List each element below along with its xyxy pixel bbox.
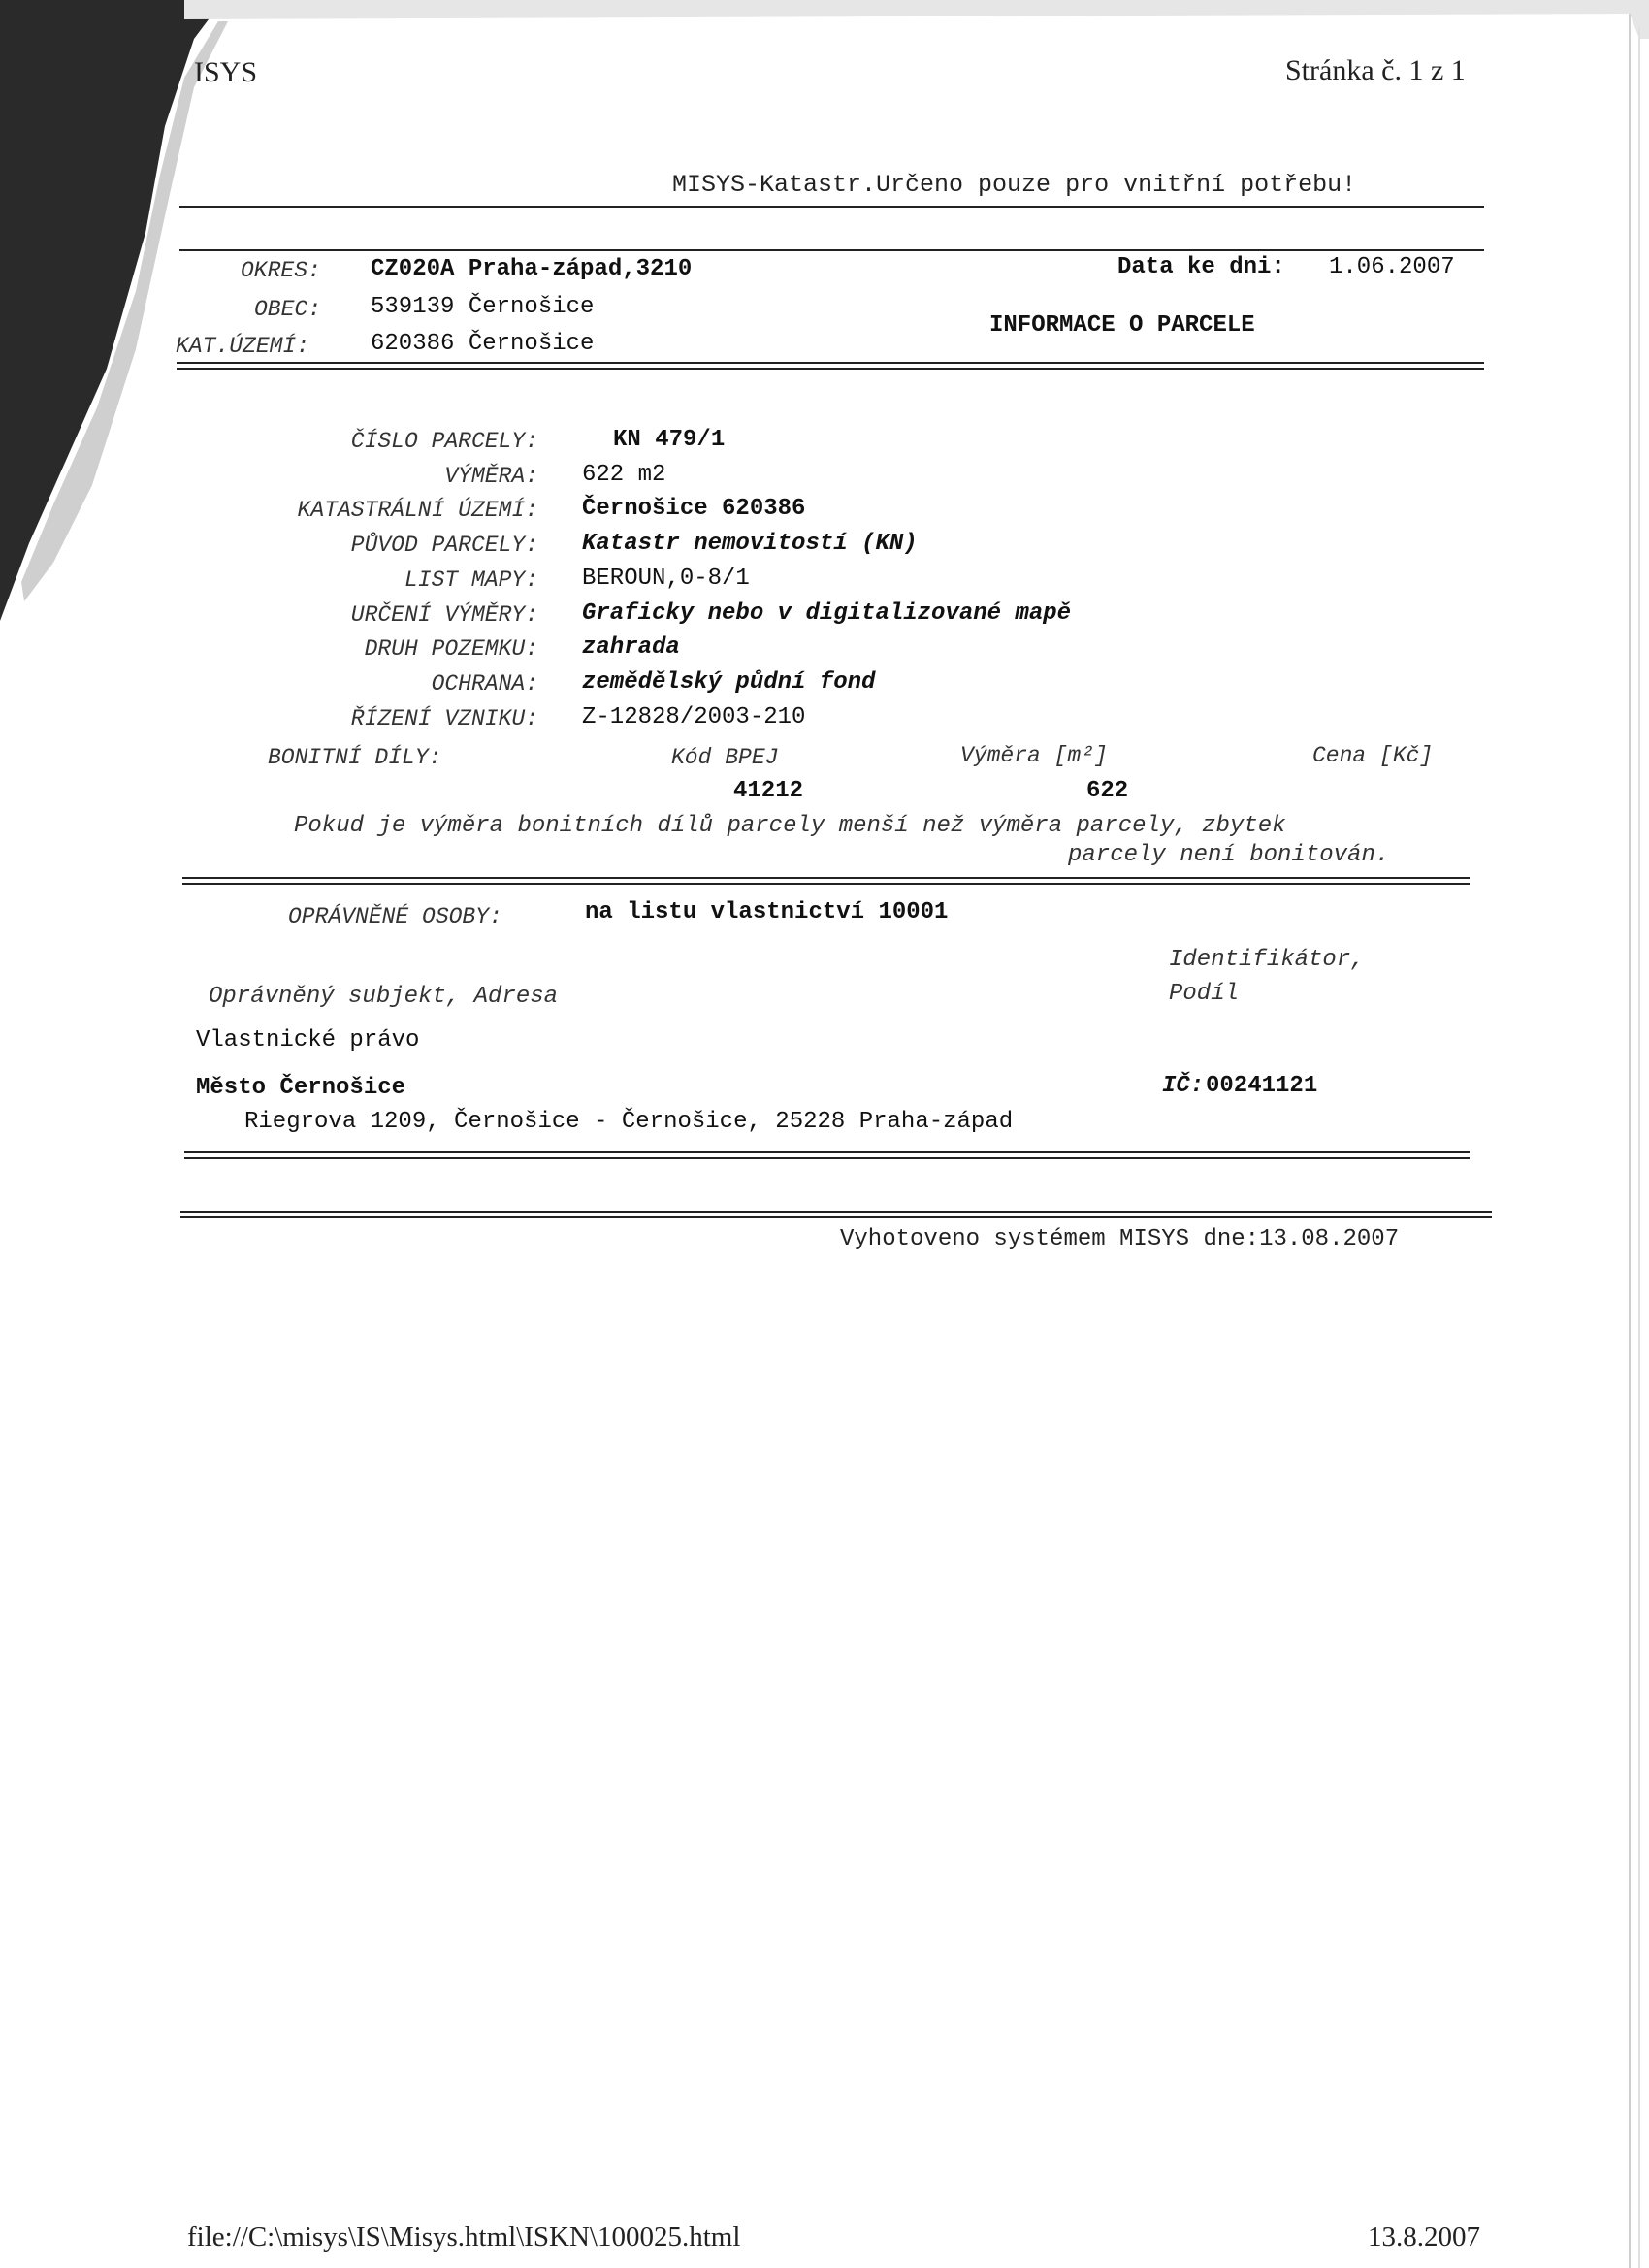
kod-bpej-value: 41212 — [733, 778, 804, 804]
opravnene-osoby-label: OPRÁVNĚNÉ OSOBY: — [288, 904, 502, 929]
data-date-value: 1.06.2007 — [1329, 254, 1455, 280]
divider — [179, 206, 1484, 208]
parcel-field-value: zemědělský půdní fond — [582, 669, 876, 696]
parcel-field-label: URČENÍ VÝMĚRY: — [350, 602, 538, 628]
parcel-field-label: ČÍSLO PARCELY: — [350, 429, 538, 454]
okres-label: OKRES: — [241, 258, 321, 283]
parcel-field-label: ŘÍZENÍ VZNIKU: — [350, 706, 538, 731]
owner-address: Riegrova 1209, Černošice - Černošice, 25228 Praha-západ — [244, 1109, 1014, 1135]
kat-uzemi-value: 620386 Černošice — [371, 331, 595, 357]
cena-header: Cena [Kč] — [1312, 743, 1434, 768]
double-divider — [180, 1211, 1492, 1218]
kat-uzemi-label: KAT.ÚZEMÍ: — [176, 334, 310, 359]
identifikator-header: Identifikátor, — [1169, 947, 1365, 973]
internal-use-notice: MISYS-Katastr.Určeno pouze pro vnitřní potřebu! — [672, 171, 1357, 199]
bonitni-note-line2: parcely není bonitován. — [1068, 842, 1390, 868]
parcel-field-value: Černošice 620386 — [582, 496, 806, 522]
subject-address-header: Oprávněný subjekt, Adresa — [209, 984, 559, 1010]
double-divider — [182, 877, 1470, 885]
bonitni-dily-label: BONITNÍ DÍLY: — [268, 745, 442, 770]
parcel-field-label: KATASTRÁLNÍ ÚZEMÍ: — [297, 498, 538, 523]
browser-title-fragment: ISYS — [194, 56, 258, 88]
parcel-field-label: OCHRANA: — [431, 671, 538, 697]
owner-ic-label: IČ: — [1162, 1073, 1205, 1099]
right-type: Vlastnické právo — [196, 1027, 420, 1053]
vymera-header: Výměra [m²] — [960, 743, 1108, 768]
parcel-field-label: LIST MAPY: — [404, 567, 538, 593]
double-divider — [177, 362, 1484, 370]
parcel-field-value: Z-12828/2003-210 — [582, 704, 806, 730]
bonitni-note-line1: Pokud je výměra bonitních dílů parcely menší než výměra parcely, zbytek — [294, 813, 1286, 839]
footer-print-date: 13.8.2007 — [1368, 2221, 1480, 2252]
data-date-label: Data ke dni: — [1117, 254, 1285, 280]
document-title: INFORMACE O PARCELE — [989, 312, 1255, 339]
parcel-field-value: 622 m2 — [582, 462, 666, 488]
parcel-field-label: DRUH POZEMKU: — [364, 636, 538, 662]
parcel-field-value: zahrada — [582, 634, 680, 661]
footer-file-path: file://C:\misys\IS\Misys.html\ISKN\100025.html — [187, 2221, 741, 2252]
owner-ic-value: 00241121 — [1206, 1073, 1318, 1099]
parcel-field-label: VÝMĚRA: — [444, 464, 538, 489]
parcel-field-value: KN 479/1 — [613, 427, 726, 453]
double-divider — [184, 1151, 1470, 1159]
page-number: Stránka č. 1 z 1 — [1285, 54, 1466, 86]
okres-value: CZ020A Praha-západ,3210 — [371, 256, 693, 282]
parcel-field-value: Katastr nemovitostí (KN) — [582, 531, 918, 557]
vymera-bonitni-value: 622 — [1086, 778, 1129, 804]
podil-header: Podíl — [1169, 981, 1240, 1007]
obec-label: OBEC: — [254, 297, 322, 322]
parcel-field-label: PŮVOD PARCELY: — [350, 533, 538, 558]
list-vlastnictvi-value: na listu vlastnictví 10001 — [585, 899, 949, 925]
parcel-field-value: BEROUN,0-8/1 — [582, 566, 750, 592]
obec-value: 539139 Černošice — [371, 294, 595, 320]
kod-bpej-header: Kód BPEJ — [671, 745, 779, 770]
generated-by: Vyhotoveno systémem MISYS dne:13.08.2007 — [840, 1226, 1400, 1252]
parcel-field-value: Graficky nebo v digitalizované mapě — [582, 600, 1072, 627]
divider — [179, 249, 1484, 251]
owner-name: Město Černošice — [196, 1075, 406, 1101]
